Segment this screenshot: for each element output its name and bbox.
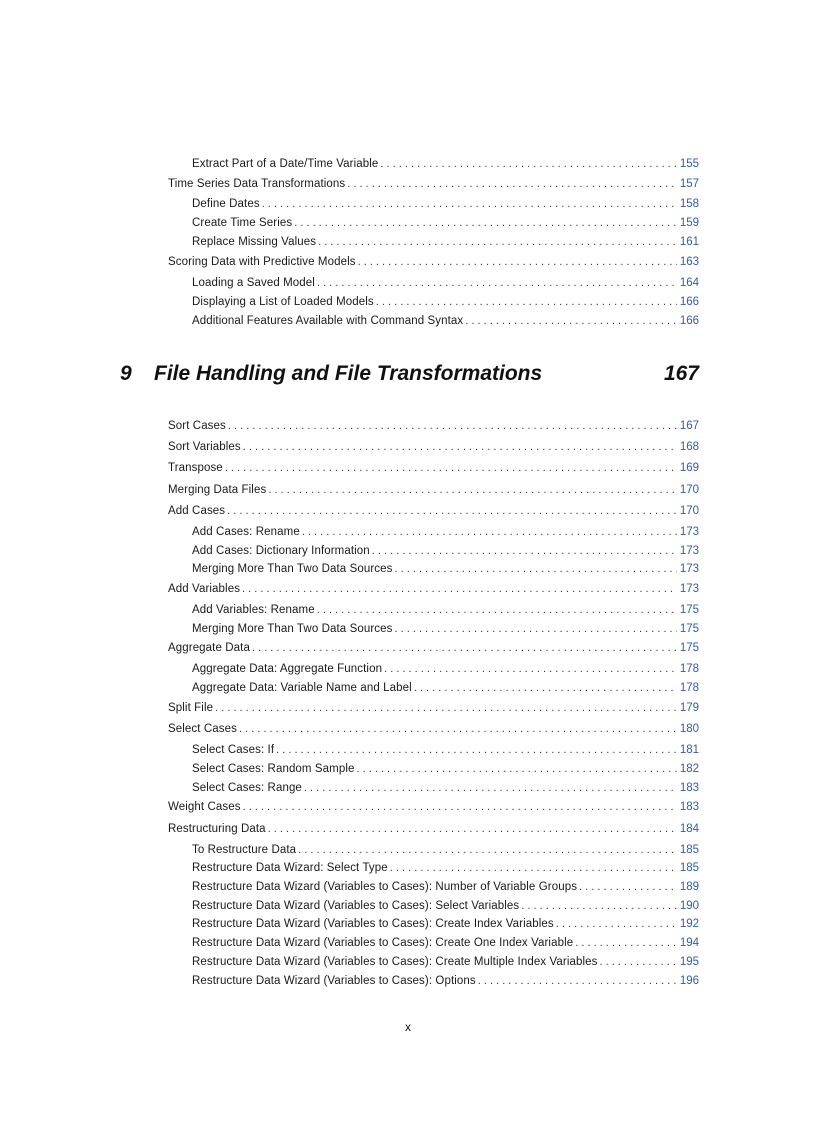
toc-entry-page[interactable]: 170 <box>679 505 699 517</box>
dot-leader <box>376 295 677 309</box>
dot-leader <box>347 177 677 191</box>
toc-entry-page[interactable]: 169 <box>679 462 699 474</box>
chapter-page: 167 <box>663 362 699 385</box>
toc-entry-title: Restructuring Data <box>168 823 266 835</box>
toc-entry[interactable] <box>168 699 699 715</box>
toc-entry-title: Sort Cases <box>168 420 226 432</box>
toc-entry-title: Aggregate Data: Variable Name and Label <box>192 682 412 694</box>
dot-leader <box>465 314 677 328</box>
dot-leader <box>225 461 677 475</box>
toc-entry-page[interactable]: 173 <box>679 545 699 557</box>
dot-leader <box>357 762 677 776</box>
dot-leader <box>242 582 677 596</box>
dot-leader <box>390 861 677 875</box>
dot-leader <box>384 662 677 676</box>
toc-entry[interactable] <box>192 293 699 309</box>
toc-entry-title: Add Variables: Rename <box>192 604 315 616</box>
toc-entry-page[interactable]: 157 <box>679 178 699 190</box>
dot-leader <box>298 843 677 857</box>
dot-leader <box>268 483 677 497</box>
toc-entry-title: Merging Data Files <box>168 484 267 496</box>
dot-leader <box>599 955 676 969</box>
toc-entry-page[interactable]: 195 <box>679 956 699 968</box>
toc-entry-title: Split File <box>168 702 214 714</box>
toc-entry-page[interactable]: 166 <box>679 296 699 308</box>
dot-leader <box>252 641 677 655</box>
toc-entry-title: To Restructure Data <box>192 844 297 856</box>
dot-leader <box>317 276 677 290</box>
toc-entry[interactable] <box>192 953 699 969</box>
toc-entry-title: Select Cases <box>168 723 237 735</box>
toc-entry-page[interactable]: 173 <box>679 526 699 538</box>
dot-leader <box>478 974 677 988</box>
page-number-footer: x <box>405 1020 411 1034</box>
dot-leader <box>227 504 677 518</box>
toc-entry-title: Sort Variables <box>168 441 241 453</box>
toc-entry[interactable] <box>192 312 699 328</box>
dot-leader <box>215 701 677 715</box>
dot-leader <box>358 255 677 269</box>
toc-entry-title: Displaying a List of Loaded Models <box>192 296 374 308</box>
toc-entry-title: Select Cases: Random Sample <box>192 763 355 775</box>
dot-leader <box>414 681 677 695</box>
toc-entry-page[interactable]: 184 <box>679 823 699 835</box>
toc-entry[interactable] <box>192 841 699 857</box>
toc-entry[interactable] <box>192 760 699 776</box>
toc-entry-title: Additional Features Available with Command Syntax <box>192 315 464 327</box>
toc-entry-title: Restructure Data Wizard (Variables to Cases): Options <box>192 975 476 987</box>
toc-entry[interactable] <box>192 542 699 558</box>
dot-leader <box>575 936 677 950</box>
toc-entry-page[interactable]: 194 <box>679 937 699 949</box>
toc-entry[interactable] <box>168 502 699 518</box>
dot-leader <box>276 743 677 757</box>
toc-entry-page[interactable]: 175 <box>679 604 699 616</box>
toc-entry-page[interactable]: 159 <box>679 217 699 229</box>
toc-entry-page[interactable]: 185 <box>679 844 699 856</box>
toc-entry[interactable] <box>192 155 699 171</box>
toc-entry-page[interactable]: 183 <box>679 801 699 813</box>
toc-entry[interactable] <box>192 195 699 211</box>
toc-entry[interactable] <box>192 660 699 676</box>
toc-entry[interactable] <box>192 679 699 695</box>
toc-entry-page[interactable]: 163 <box>679 256 699 268</box>
dot-leader <box>372 544 677 558</box>
toc-entry-page[interactable]: 178 <box>679 682 699 694</box>
toc-entry-title: Merging More Than Two Data Sources <box>192 563 393 575</box>
toc-entry-page[interactable]: 168 <box>679 441 699 453</box>
toc-entry-title: Restructure Data Wizard (Variables to Cases): Number of Variable Groups <box>192 881 578 893</box>
toc-entry-title: Add Cases <box>168 505 226 517</box>
toc-entry-title: Restructure Data Wizard (Variables to Cases): Create Index Variables <box>192 918 554 930</box>
toc-entry-page[interactable]: 166 <box>679 315 699 327</box>
dot-leader <box>579 880 677 894</box>
toc-entry[interactable] <box>168 459 699 475</box>
toc-entry-page[interactable]: 181 <box>679 744 699 756</box>
toc-entry[interactable] <box>192 934 699 950</box>
toc-entry[interactable] <box>168 820 699 836</box>
toc-entry-page[interactable]: 182 <box>679 763 699 775</box>
toc-entry[interactable] <box>192 859 699 875</box>
toc-entry-title: Restructure Data Wizard (Variables to Cases): Create Multiple Index Variables <box>192 956 598 968</box>
toc-entry-title: Select Cases: If <box>192 744 275 756</box>
toc-entry-title: Merging More Than Two Data Sources <box>192 623 393 635</box>
toc-entry[interactable] <box>192 897 699 913</box>
toc-entry[interactable] <box>168 175 699 191</box>
dot-leader <box>243 800 677 814</box>
toc-entry[interactable] <box>192 214 699 230</box>
dot-leader <box>239 722 677 736</box>
toc-entry[interactable] <box>192 972 699 988</box>
toc-entry[interactable] <box>192 560 699 576</box>
toc-entry[interactable] <box>168 481 699 497</box>
chapter-number: 9 <box>120 362 132 385</box>
toc-entry[interactable] <box>192 620 699 636</box>
toc-entry-page[interactable]: 167 <box>679 420 699 432</box>
toc-entry[interactable] <box>192 878 699 894</box>
dot-leader <box>304 781 677 795</box>
dot-leader <box>380 157 676 171</box>
toc-entry-title: Time Series Data Transformations <box>168 178 346 190</box>
toc-entry-page[interactable]: 189 <box>679 881 699 893</box>
toc-entry-title: Weight Cases <box>168 801 241 813</box>
dot-leader <box>302 525 677 539</box>
dot-leader <box>556 917 677 931</box>
toc-entry-page[interactable]: 161 <box>679 236 699 248</box>
toc-entry[interactable] <box>168 438 699 454</box>
dot-leader <box>521 899 677 913</box>
toc-entry-title: Replace Missing Values <box>192 236 317 248</box>
toc-entry-title: Loading a Saved Model <box>192 277 315 289</box>
toc-entry-page[interactable]: 196 <box>679 975 699 987</box>
dot-leader <box>317 603 677 617</box>
dot-leader <box>395 562 677 576</box>
toc-entry-title: Define Dates <box>192 198 260 210</box>
dot-leader <box>395 622 677 636</box>
dot-leader <box>243 440 677 454</box>
dot-leader <box>268 822 677 836</box>
toc-entry-title: Restructure Data Wizard (Variables to Cases): Select Variables <box>192 900 520 912</box>
toc-entry-page[interactable]: 190 <box>679 900 699 912</box>
toc-entry-title: Restructure Data Wizard (Variables to Cases): Create One Index Variable <box>192 937 574 949</box>
toc-entry-page[interactable]: 173 <box>679 563 699 575</box>
toc-entry-title: Add Cases: Rename <box>192 526 300 538</box>
toc-entry-page[interactable]: 180 <box>679 723 699 735</box>
toc-entry[interactable] <box>168 639 699 655</box>
toc-entry-page[interactable]: 175 <box>679 642 699 654</box>
toc-entry[interactable] <box>192 233 699 249</box>
toc-entry[interactable] <box>168 720 699 736</box>
toc-entry-page[interactable]: 183 <box>679 782 699 794</box>
toc-entry[interactable] <box>192 274 699 290</box>
toc-entry-page[interactable]: 178 <box>679 663 699 675</box>
toc-entry-page[interactable]: 164 <box>679 277 699 289</box>
toc-entry-title: Add Cases: Dictionary Information <box>192 545 370 557</box>
toc-entry-page[interactable]: 192 <box>679 918 699 930</box>
toc-entry[interactable] <box>192 601 699 617</box>
toc-entry[interactable] <box>192 741 699 757</box>
toc-entry-page[interactable]: 170 <box>679 484 699 496</box>
toc-entry-title: Extract Part of a Date/Time Variable <box>192 158 379 170</box>
toc-entry[interactable] <box>192 779 699 795</box>
toc-entry-page[interactable]: 185 <box>679 862 699 874</box>
toc-entry[interactable] <box>168 580 699 596</box>
toc-entry-title: Aggregate Data: Aggregate Function <box>192 663 383 675</box>
toc-entry[interactable] <box>192 523 699 539</box>
toc-entry-title: Restructure Data Wizard: Select Type <box>192 862 388 874</box>
dot-leader <box>294 216 677 230</box>
chapter-heading[interactable] <box>120 362 699 390</box>
toc-entry-title: Add Variables <box>168 583 241 595</box>
toc-entry[interactable] <box>168 798 699 814</box>
toc-entry-title: Aggregate Data <box>168 642 250 654</box>
dot-leader <box>262 197 677 211</box>
toc-entry-page[interactable]: 158 <box>679 198 699 210</box>
toc-entry-page[interactable]: 155 <box>679 158 699 170</box>
toc-entry-title: Create Time Series <box>192 217 293 229</box>
toc-entry[interactable] <box>192 915 699 931</box>
dot-leader <box>318 235 677 249</box>
toc-entry-title: Select Cases: Range <box>192 782 302 794</box>
toc-entry-page[interactable]: 175 <box>679 623 699 635</box>
toc-entry[interactable] <box>168 417 699 433</box>
toc-entry-page[interactable]: 173 <box>679 583 699 595</box>
toc-entry[interactable] <box>168 253 699 269</box>
toc-entry-title: Scoring Data with Predictive Models <box>168 256 356 268</box>
toc-entry-page[interactable]: 179 <box>679 702 699 714</box>
toc-entry-title: Transpose <box>168 462 223 474</box>
chapter-title: File Handling and File Transformations <box>154 362 543 385</box>
dot-leader <box>228 419 677 433</box>
